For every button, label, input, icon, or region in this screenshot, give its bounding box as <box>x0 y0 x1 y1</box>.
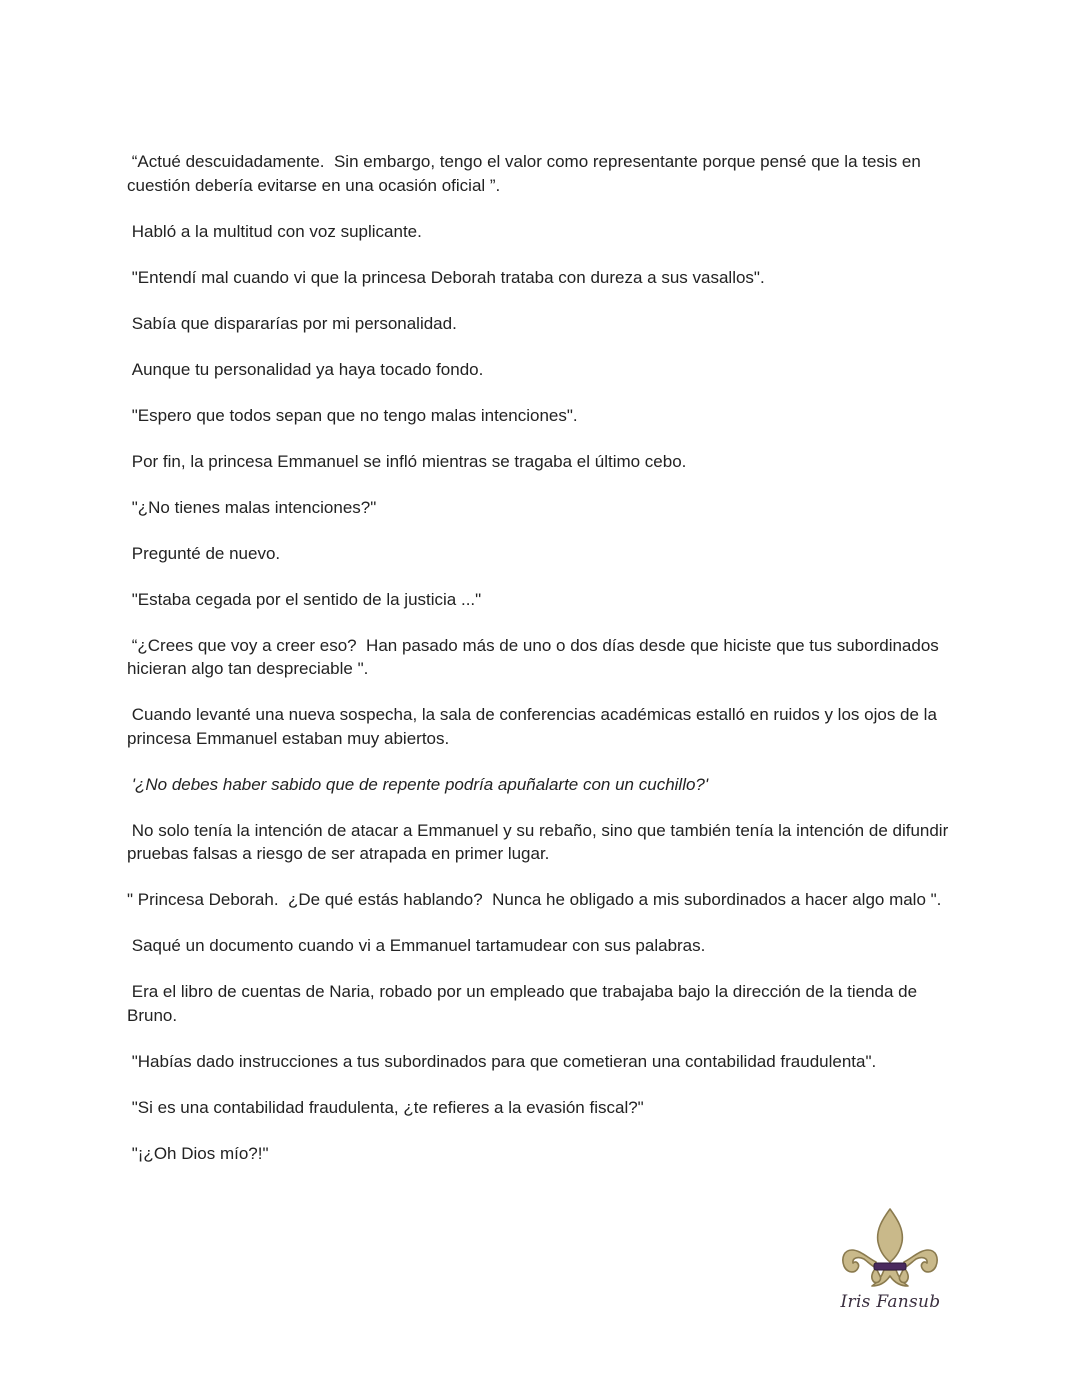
paragraph: " Princesa Deborah. ¿De qué estás hablando? Nunca he obligado a mis subordinados a hacer algo malo ". <box>127 890 942 909</box>
paragraph: Por fin, la princesa Emmanuel se infló mientras se tragaba el último cebo. <box>127 451 687 471</box>
document-body <box>127 150 957 1188</box>
paragraph: “¿Crees que voy a creer eso? Han pasado más de uno o dos días desde que hiciste que tus subordinados hicieran algo tan despreciable ". <box>127 635 944 678</box>
paragraph: "Si es una contabilidad fraudulenta, ¿te refieres a la evasión fiscal?" <box>127 1097 644 1117</box>
paragraph: Era el libro de cuentas de Naria, robado por un empleado que trabajaba bajo la dirección de la tienda de Bruno. <box>127 982 922 1025</box>
paragraph: "Habías dado instrucciones a tus subordinados para que cometieran una contabilidad fraudulenta". <box>127 1051 877 1071</box>
paragraph: "¡¿Oh Dios mío?!" <box>127 1143 269 1163</box>
paragraph-italic-thought: '¿No debes haber sabido que de repente podría apuñalarte con un cuchillo?' <box>127 774 709 794</box>
paragraph: “Actué descuidadamente. Sin embargo, tengo el valor como representante porque pensé que la tesis en cuestión debería evitarse en una ocasión oficial ”. <box>127 152 926 195</box>
paragraph: Sabía que dispararías por mi personalidad. <box>127 313 457 333</box>
paragraph: "¿No tienes malas intenciones?" <box>127 497 377 517</box>
paragraph: "Entendí mal cuando vi que la princesa Deborah trataba con dureza a sus vasallos". <box>127 267 765 287</box>
paragraph: Habló a la multitud con voz suplicante. <box>127 221 422 241</box>
fleur-de-lis-icon <box>838 1206 943 1292</box>
paragraph: Pregunté de nuevo. <box>127 543 281 563</box>
paragraph: No solo tenía la intención de atacar a Emmanuel y su rebaño, sino que también tenía la intención de difundir pruebas falsas a riesgo de ser atrapada en primer lugar. <box>127 820 953 863</box>
paragraph: Saqué un documento cuando vi a Emmanuel tartamudear con sus palabras. <box>127 936 706 955</box>
paragraph: "Estaba cegada por el sentido de la justicia ..." <box>127 589 482 609</box>
watermark-logo <box>838 1206 943 1316</box>
logo-text: Iris Fansub <box>840 1292 941 1312</box>
paragraph: Cuando levanté una nueva sospecha, la sala de conferencias académicas estalló en ruidos y los ojos de la princesa Emmanuel estaban muy abiertos. <box>127 705 942 748</box>
paragraph: "Espero que todos sepan que no tengo malas intenciones". <box>127 405 578 425</box>
paragraph: Aunque tu personalidad ya haya tocado fondo. <box>127 359 484 379</box>
